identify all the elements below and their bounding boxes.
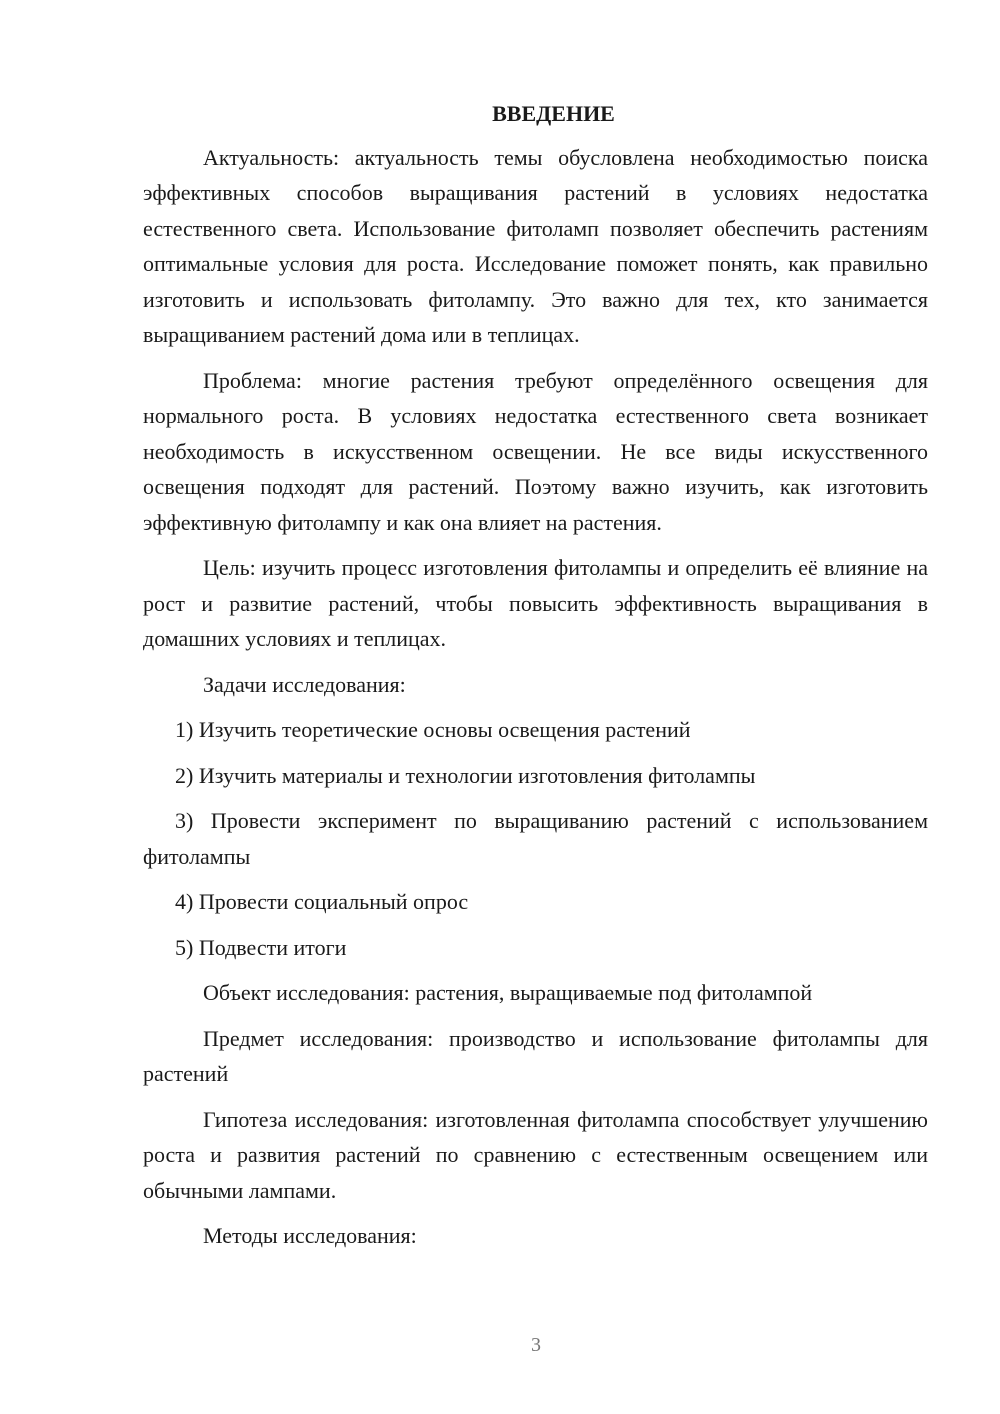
paragraph-goal: Цель: изучить процесс изготовления фитолампы и определить её влияние на рост и развитие растений, чтобы повысить эффективность выращивания в домашних условиях и теплицах. xyxy=(143,555,928,651)
page-content xyxy=(143,96,928,1264)
paragraph-object: Объект исследования: растения, выращиваемые под фитолампой xyxy=(203,980,813,1005)
task-item-2: 2) Изучить материалы и технологии изготовления фитолампы xyxy=(175,762,756,788)
page-title: ВВЕДЕНИЕ xyxy=(492,101,615,126)
task-item-1: 1) Изучить теоретические основы освещения растений xyxy=(175,717,691,742)
methods-heading: Методы исследования: xyxy=(203,1223,417,1248)
task-item-5: 5) Подвести итоги xyxy=(175,934,347,960)
paragraph-hypothesis: Гипотеза исследования: изготовленная фитолампа способствует улучшению роста и развития растений по сравнению с естественным освещением или обычными лампами. xyxy=(143,1106,928,1203)
tasks-heading: Задачи исследования: xyxy=(203,671,406,697)
paragraph-relevance: Актуальность: актуальность темы обусловлена необходимостью поиска эффективных способов выращивания растений в условиях недостатка естественного света. Использование фитоламп позволяет обеспечить растениям оптимальные условия для роста. Исследование поможет понять, как правильно изготовить и использовать фитолампу. Это важно для тех, кто занимается выращиванием растений дома или в теплицах. xyxy=(143,144,928,347)
task-item-3: 3) Провести эксперимент по выращиванию растений с использованием фитолампы xyxy=(143,808,928,869)
page-number: 3 xyxy=(531,1334,541,1356)
task-item-4: 4) Провести социальный опрос xyxy=(175,889,469,914)
paragraph-problem: Проблема: многие растения требуют определённого освещения для нормального роста. В условиях недостатка естественного света возникает необходимость в искусственном освещении. Не все виды искусственного освещения подходят для растений. Поэтому важно изучить, как изготовить эффективную фитолампу и как она влияет на растения. xyxy=(143,367,928,535)
paragraph-subject: Предмет исследования: производство и использование фитолампы для растений xyxy=(143,1025,928,1086)
